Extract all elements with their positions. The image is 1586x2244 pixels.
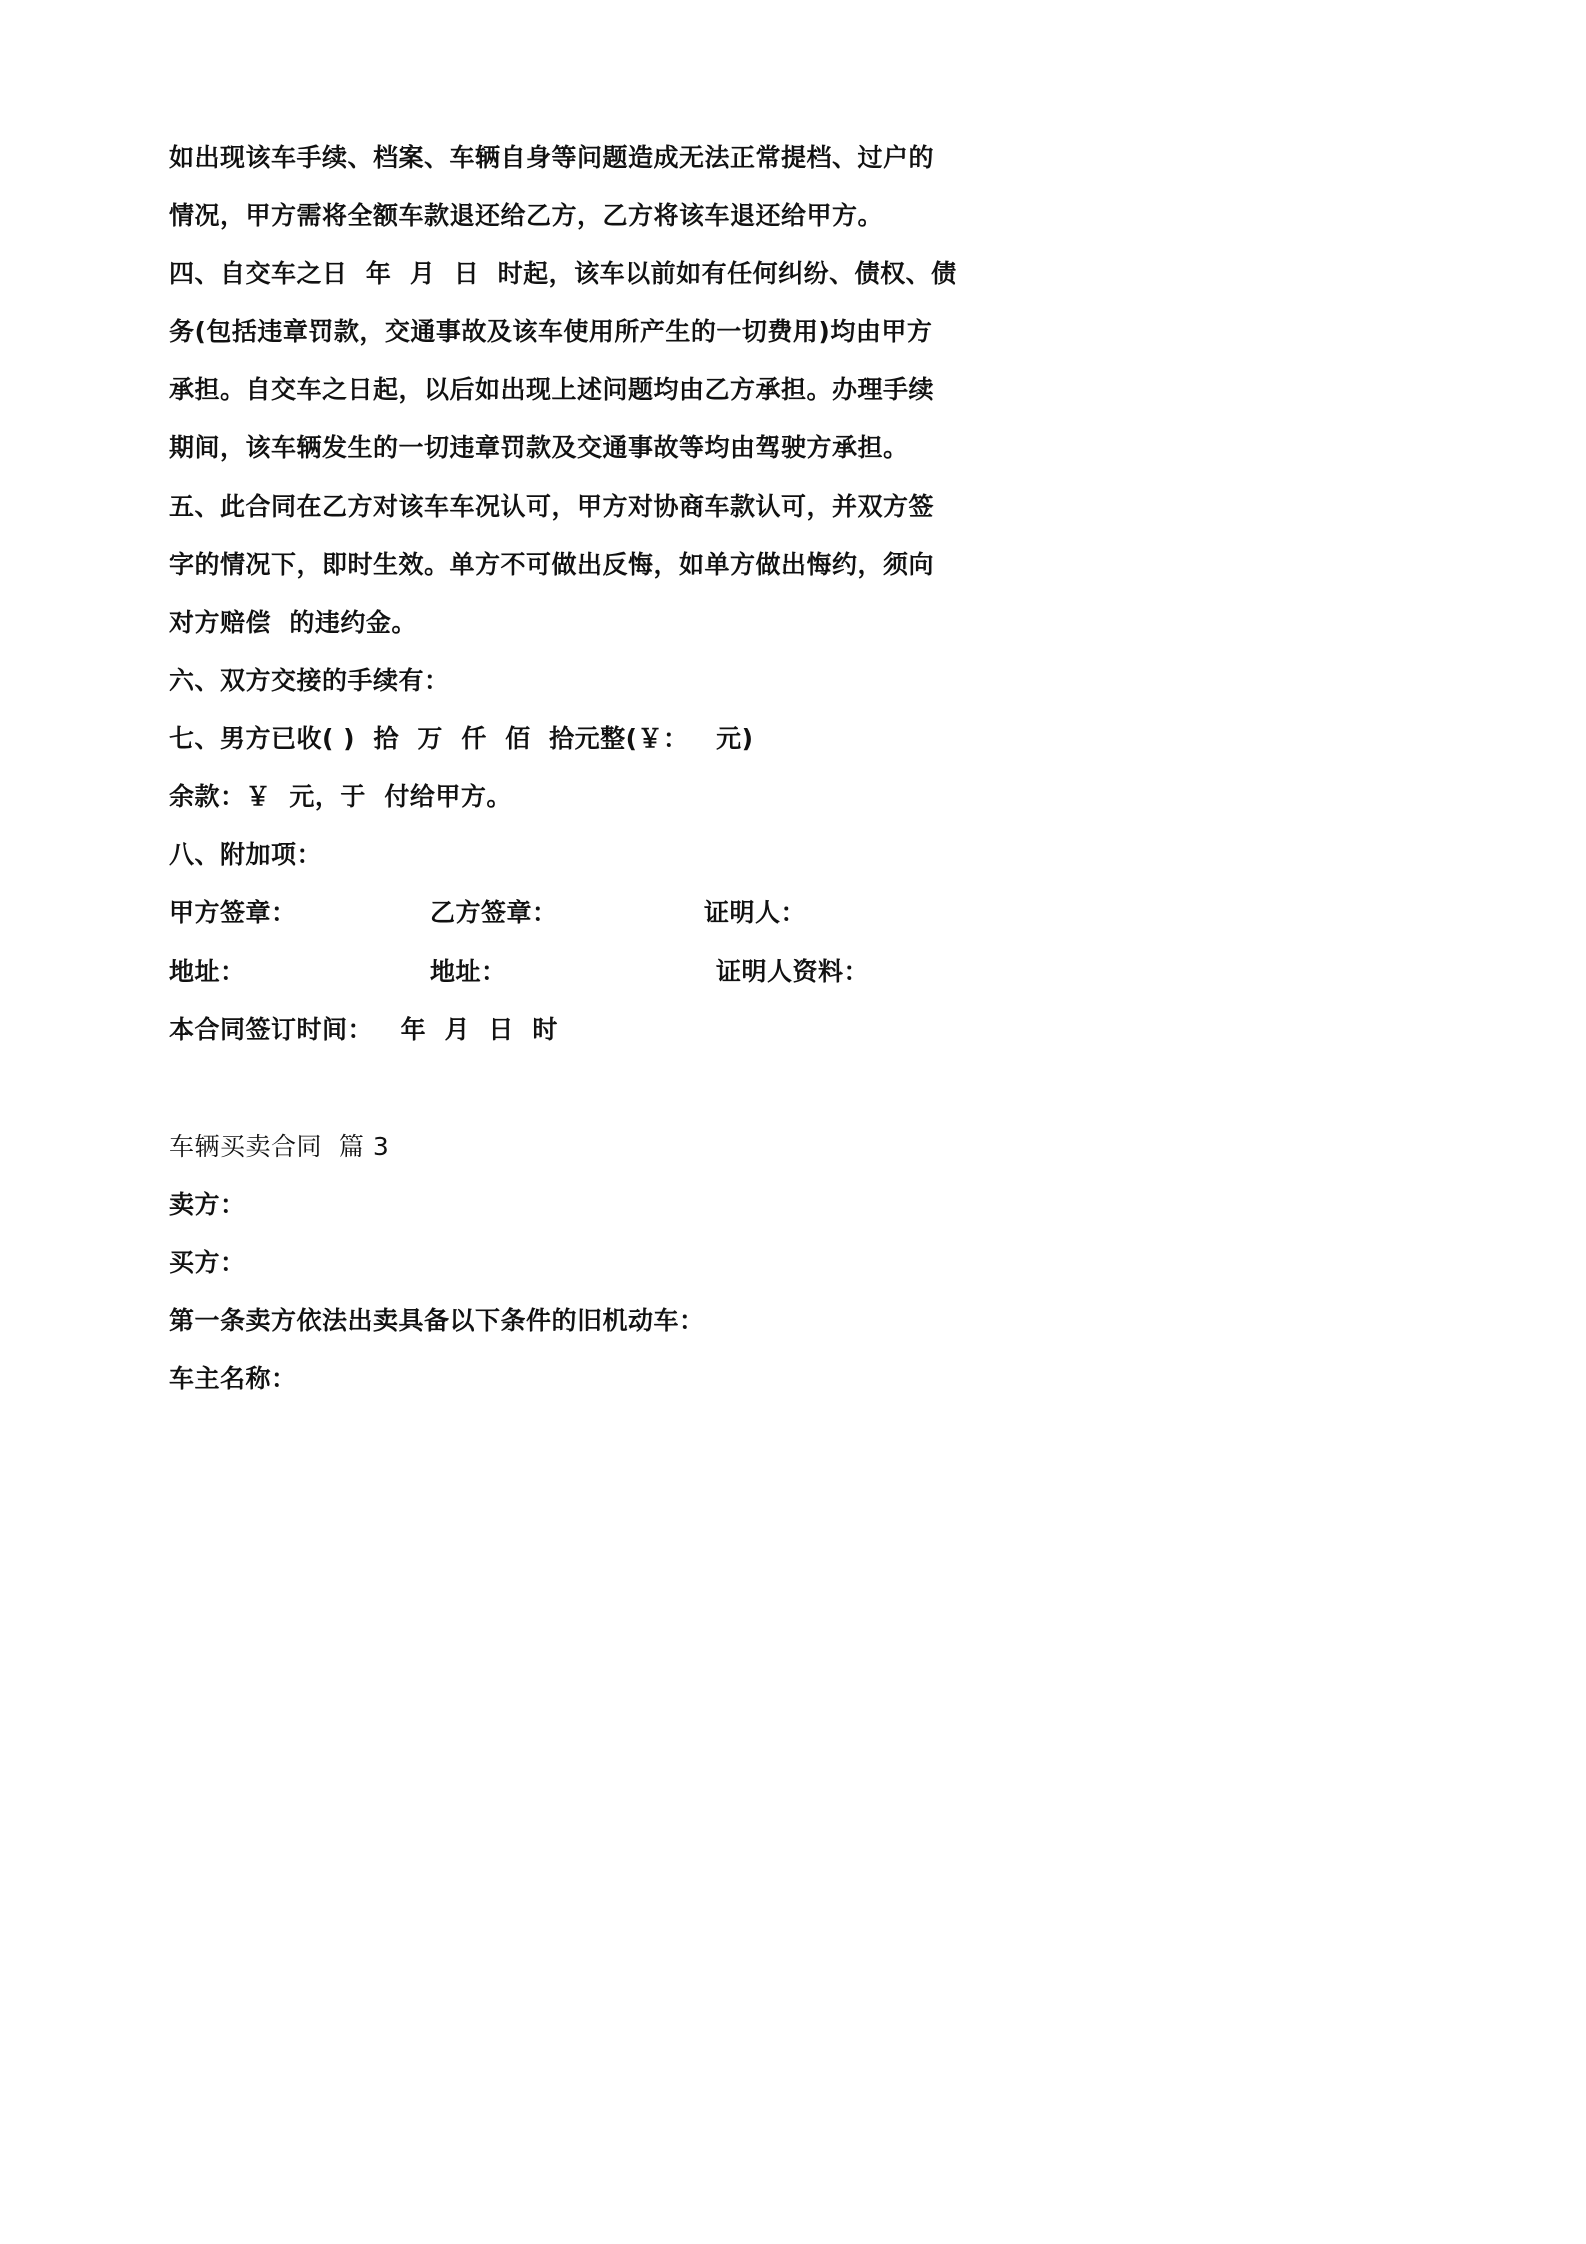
witness-label: 证明人： [704,898,807,927]
balance-line: 余款：￥ 元，于 付给甲方。 [169,782,512,811]
seller-label: 卖方： [169,1190,246,1219]
paragraph-line: 对方赔偿 的违约金。 [169,608,417,637]
section-heading: 车辆买卖合同 篇 3 [169,1132,390,1161]
document-page [0,0,1102,1559]
party-b-sign-label: 乙方签章： [430,898,558,927]
witness-info-label: 证明人资料： [716,957,870,986]
party-a-address-label: 地址： [169,957,246,986]
article-one-line: 第一条卖方依法出卖具备以下条件的旧机动车： [169,1306,705,1335]
party-b-address-label: 地址： [430,957,507,986]
paragraph-line: 期间，该车辆发生的一切违章罚款及交通事故等均由驾驶方承担。 [169,433,909,462]
paragraph-line: 务(包括违章罚款，交通事故及该车使用所产生的一切费用)均由甲方 [169,317,933,346]
signing-time-line: 本合同签订时间： 年 月 日 时 [169,1015,558,1044]
clause-seven-line: 七、男方已收( ) 拾 万 仟 佰 拾元整(￥： 元) [169,724,754,753]
paragraph-line: 如出现该车手续、档案、车辆自身等问题造成无法正常提档、过户的 [169,143,935,172]
clause-eight-line: 八、附加项： [169,840,323,869]
paragraph-line: 情况，甲方需将全额车款退还给乙方，乙方将该车退还给甲方。 [169,201,884,230]
clause-five-line: 五、此合同在乙方对该车车况认可，甲方对协商车款认可，并双方签 [169,492,935,521]
paragraph-line: 承担。自交车之日起，以后如出现上述问题均由乙方承担。办理手续 [169,375,935,404]
owner-name-label: 车主名称： [169,1364,297,1393]
party-a-sign-label: 甲方签章： [169,898,297,927]
buyer-label: 买方： [169,1248,246,1277]
paragraph-line: 字的情况下，即时生效。单方不可做出反悔，如单方做出悔约，须向 [169,550,935,579]
clause-six-line: 六、双方交接的手续有： [169,666,450,695]
clause-four-line: 四、自交车之日 年 月 日 时起，该车以前如有任何纠纷、债权、债 [169,259,957,288]
